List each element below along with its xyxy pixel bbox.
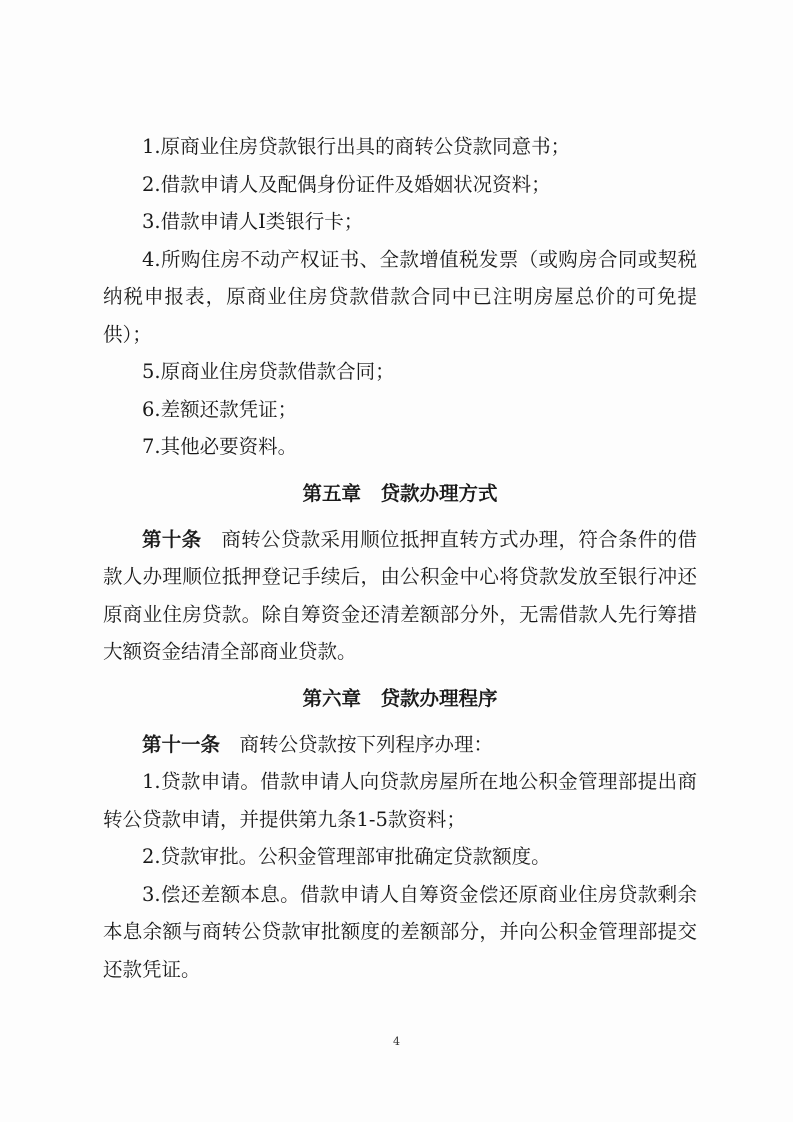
procedure-step: 3.偿还差额本息。借款申请人自筹资金偿还原商业住房贷款剩余本息余额与商转公贷款审批额度的差额部分，并向公积金管理部提交还款凭证。 — [103, 882, 697, 981]
list-item: 4.所购住房不动产权证书、全款增值税发票（或购房合同或契税纳税申报表，原商业住房贷款借款合同中已注明房屋总价的可免提供）； — [103, 247, 697, 346]
article-ten-text: 商转公贷款采用顺位抵押直转方式办理，符合条件的借款人办理顺位抵押登记手续后，由公积金中心将贷款发放至银行冲还原商业住房贷款。除自筹资金还清差额部分外，无需借款人先行筹措大额资金结清全部商业贷款。 — [103, 527, 697, 663]
article-ten — [103, 521, 697, 671]
article-eleven-text: 商转公贷款按下列程序办理： — [239, 732, 494, 756]
page-number: 4 — [393, 1035, 400, 1048]
chapter-five-heading: 第五章 贷款办理方式 — [302, 481, 498, 505]
article-eleven — [103, 726, 697, 764]
document-body — [103, 128, 697, 988]
list-item: 5.原商业住房贷款借款合同； — [142, 360, 395, 383]
list-item: 7.其他必要资料。 — [142, 435, 298, 458]
procedure-step: 1.贷款申请。借款申请人向贷款房屋所在地公积金管理部提出商转公贷款申请，并提供第九条1-5款资料； — [103, 770, 697, 831]
list-item: 2.借款申请人及配偶身份证件及婚姻状况资料； — [142, 172, 551, 196]
list-item: 1.原商业住房贷款银行出具的商转公贷款同意书； — [142, 135, 571, 158]
chapter-six-heading: 第六章 贷款办理程序 — [302, 686, 498, 710]
list-item: 3.借款申请人Ⅰ类银行卡； — [142, 210, 364, 233]
article-eleven-label: 第十一条 — [142, 732, 221, 756]
article-ten-label: 第十条 — [142, 527, 202, 551]
procedure-step: 2.贷款审批。公积金管理部审批确定贷款额度。 — [142, 845, 551, 868]
list-item: 6.差额还款凭证； — [142, 397, 298, 421]
